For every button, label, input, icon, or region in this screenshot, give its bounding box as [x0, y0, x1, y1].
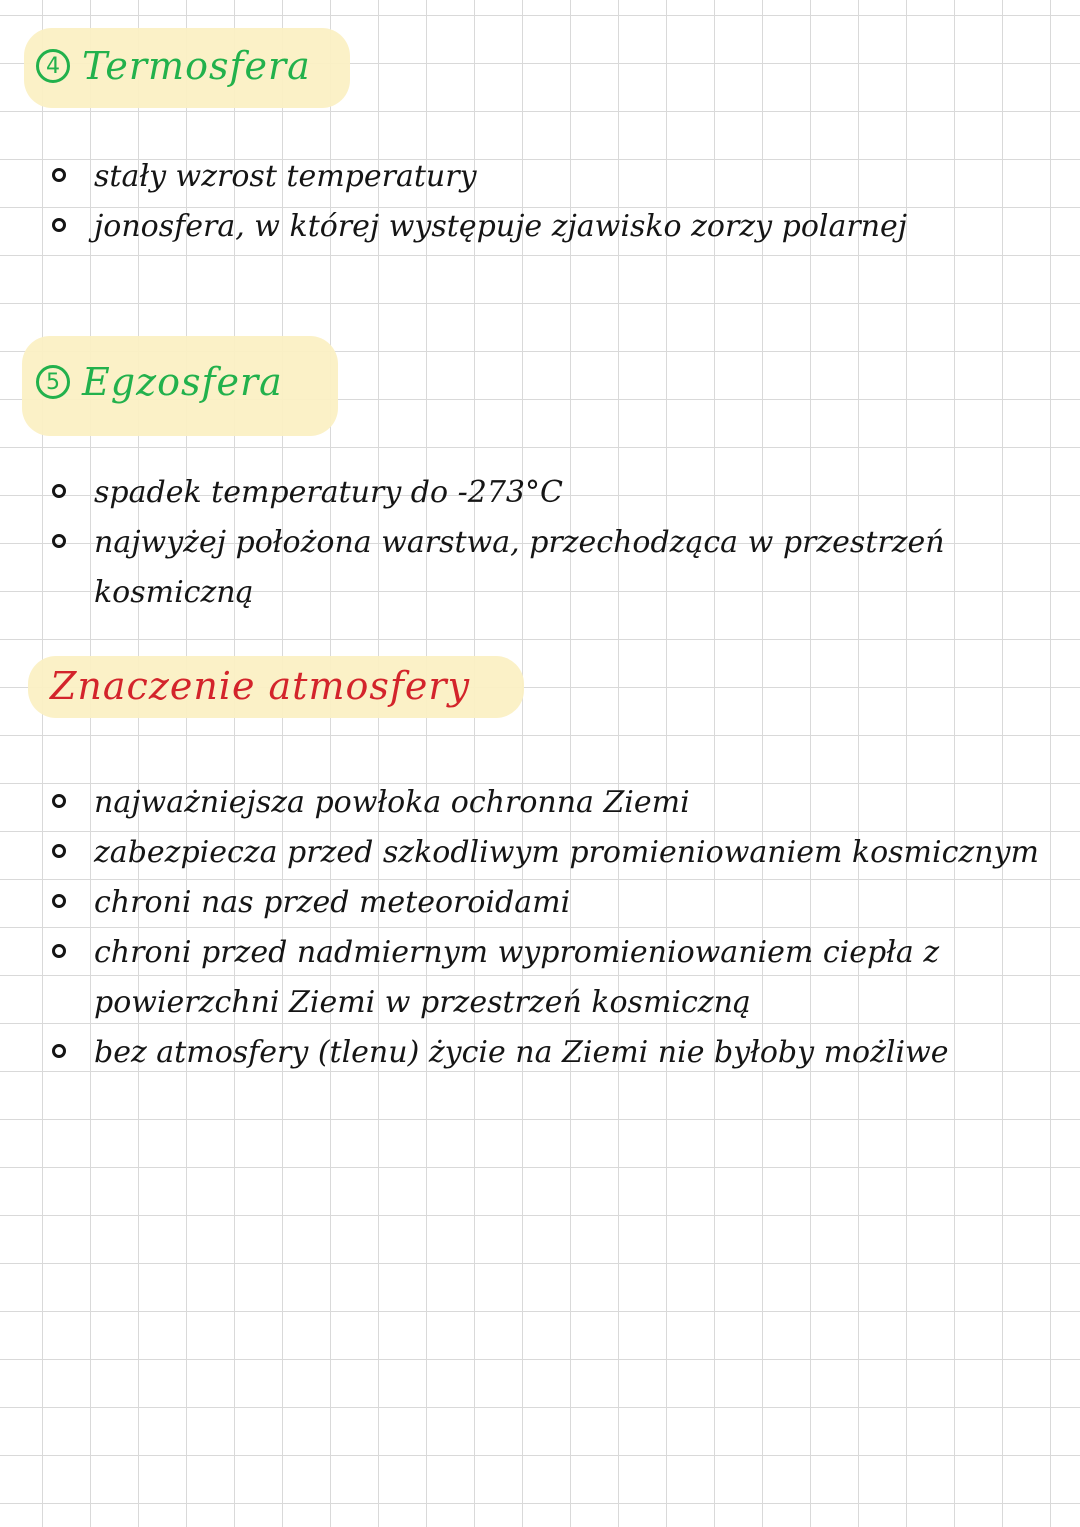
bullet-circle-icon — [52, 168, 66, 182]
list-item-text: bez atmosfery (tlenu) życie na Ziemi nie byłoby możliwe — [94, 1035, 949, 1070]
section-heading-egzosfera — [36, 360, 283, 404]
bullet-circle-icon — [52, 484, 66, 498]
section-title-termosfera: Termosfera — [82, 44, 311, 88]
egzosfera-list — [52, 468, 952, 618]
list-item — [52, 1028, 1052, 1078]
section-heading-termosfera — [36, 44, 311, 88]
list-item — [52, 468, 952, 518]
list-item — [52, 778, 1052, 828]
list-item-text: chroni przed nadmiernym wypromieniowaniem ciepła z powierzchni Ziemi w przestrzeń kosmiczną — [94, 935, 940, 1020]
list-item — [52, 518, 952, 618]
termosfera-list — [52, 152, 1012, 252]
bullet-circle-icon — [52, 844, 66, 858]
section-number-4: 4 — [36, 49, 70, 83]
bullet-circle-icon — [52, 534, 66, 548]
significance-title: Znaczenie atmosfery — [50, 664, 471, 708]
list-item-text: stały wzrost temperatury — [94, 159, 477, 194]
bullet-circle-icon — [52, 218, 66, 232]
list-item — [52, 878, 1052, 928]
significance-list — [52, 778, 1052, 1078]
list-item-text: spadek temperatury do -273°C — [94, 475, 563, 510]
bullet-circle-icon — [52, 944, 66, 958]
list-item-text: najważniejsza powłoka ochronna Ziemi — [94, 785, 690, 820]
list-item-text: najwyżej położona warstwa, przechodząca w przestrzeń kosmiczną — [94, 525, 945, 610]
bullet-circle-icon — [52, 894, 66, 908]
section-heading-significance — [50, 664, 470, 708]
bullet-circle-icon — [52, 794, 66, 808]
list-item-text: zabezpiecza przed szkodliwym promieniowaniem kosmicznym — [94, 835, 1039, 870]
list-item-text: chroni nas przed meteoroidami — [94, 885, 571, 920]
list-item — [52, 828, 1052, 878]
list-item — [52, 928, 1052, 1028]
list-item — [52, 152, 1012, 202]
section-number-5: 5 — [36, 365, 70, 399]
bullet-circle-icon — [52, 1044, 66, 1058]
list-item — [52, 202, 1012, 252]
section-title-egzosfera: Egzosfera — [82, 360, 283, 404]
list-item-text: jonosfera, w której występuje zjawisko zorzy polarnej — [94, 209, 908, 244]
